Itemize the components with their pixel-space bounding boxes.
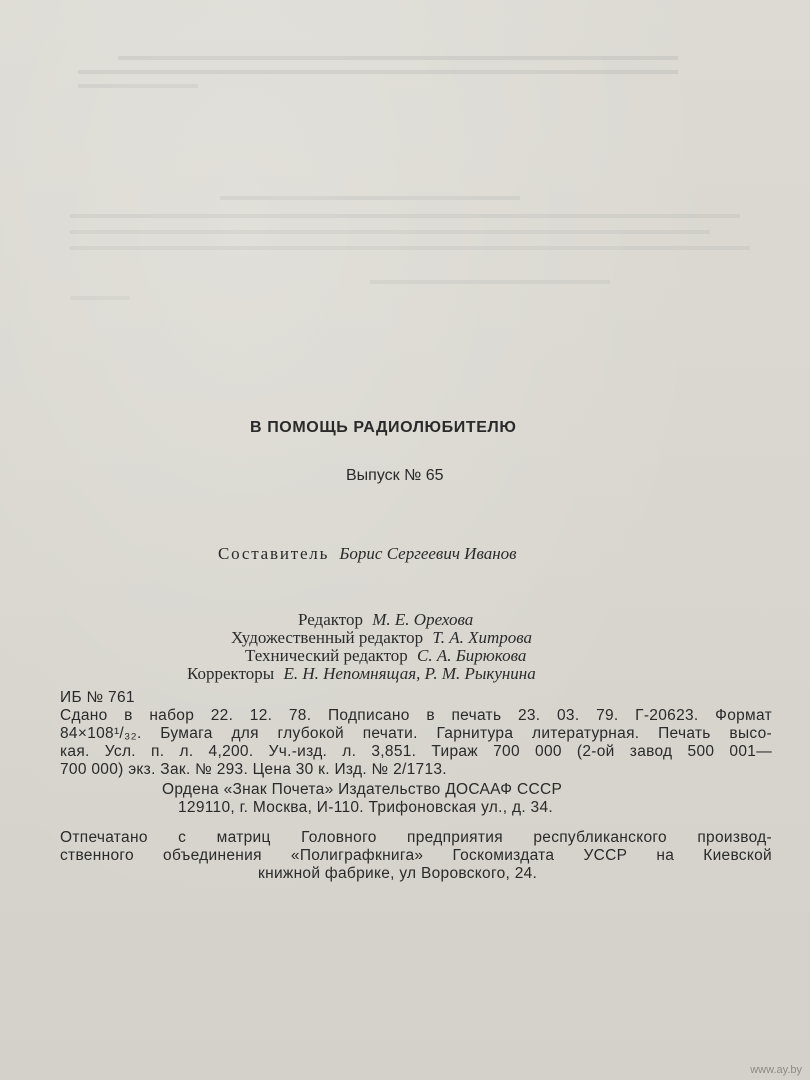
printer-line: ственного объединения «Полиграфкнига» Госкомиздата УССР на Киевской bbox=[60, 847, 772, 864]
staff-tech-editor bbox=[245, 646, 526, 666]
compiler-label: Составитель bbox=[218, 544, 330, 563]
staff-name: С. А. Бирюкова bbox=[417, 646, 527, 665]
printer-line: Отпечатано с матриц Головного предприятия республиканского производ- bbox=[60, 829, 772, 846]
compiler-name: Борис Сергеевич Иванов bbox=[339, 544, 517, 563]
compiler-line bbox=[218, 544, 517, 564]
series-title: В ПОМОЩЬ РАДИОЛЮБИТЕЛЮ bbox=[250, 419, 517, 436]
imprint-line: 84×108¹/₃₂. Бумага для глубокой печати. Гарнитура литературная. Печать высо- bbox=[60, 725, 772, 742]
show-through-block-2 bbox=[70, 190, 750, 360]
staff-role: Технический редактор bbox=[245, 646, 408, 665]
staff-name: Е. Н. Непомнящая, Р. М. Рыкунина bbox=[283, 664, 536, 683]
staff-name: Т. А. Хитрова bbox=[432, 628, 533, 647]
watermark: www.ay.by bbox=[750, 1064, 802, 1076]
imprint-line: 700 000) экз. Зак. № 293. Цена 30 к. Изд. № 2/1713. bbox=[60, 761, 447, 778]
publisher-line: Ордена «Знак Почета» Издательство ДОСААФ СССР bbox=[162, 781, 563, 798]
imprint-ib: ИБ № 761 bbox=[60, 689, 135, 706]
show-through-block bbox=[78, 48, 728, 118]
staff-name: М. Е. Орехова bbox=[372, 610, 474, 629]
publisher-address: 129110, г. Москва, И-110. Трифоновская ул., д. 34. bbox=[178, 799, 553, 816]
staff-proofreaders bbox=[187, 664, 536, 684]
issue-number: Выпуск № 65 bbox=[346, 467, 444, 484]
printer-line: книжной фабрике, ул Воровского, 24. bbox=[258, 865, 538, 882]
imprint-line: кая. Усл. п. л. 4,200. Уч.-изд. л. 3,851. Тираж 700 000 (2-ой завод 500 001— bbox=[60, 743, 772, 760]
imprint-line: Сдано в набор 22. 12. 78. Подписано в печать 23. 03. 79. Г-20623. Формат bbox=[60, 707, 772, 724]
staff-art-editor bbox=[231, 628, 532, 648]
staff-role: Художественный редактор bbox=[231, 628, 424, 647]
staff-role: Корректоры bbox=[187, 664, 275, 683]
staff-role: Редактор bbox=[298, 610, 363, 629]
staff-editor bbox=[298, 610, 473, 630]
